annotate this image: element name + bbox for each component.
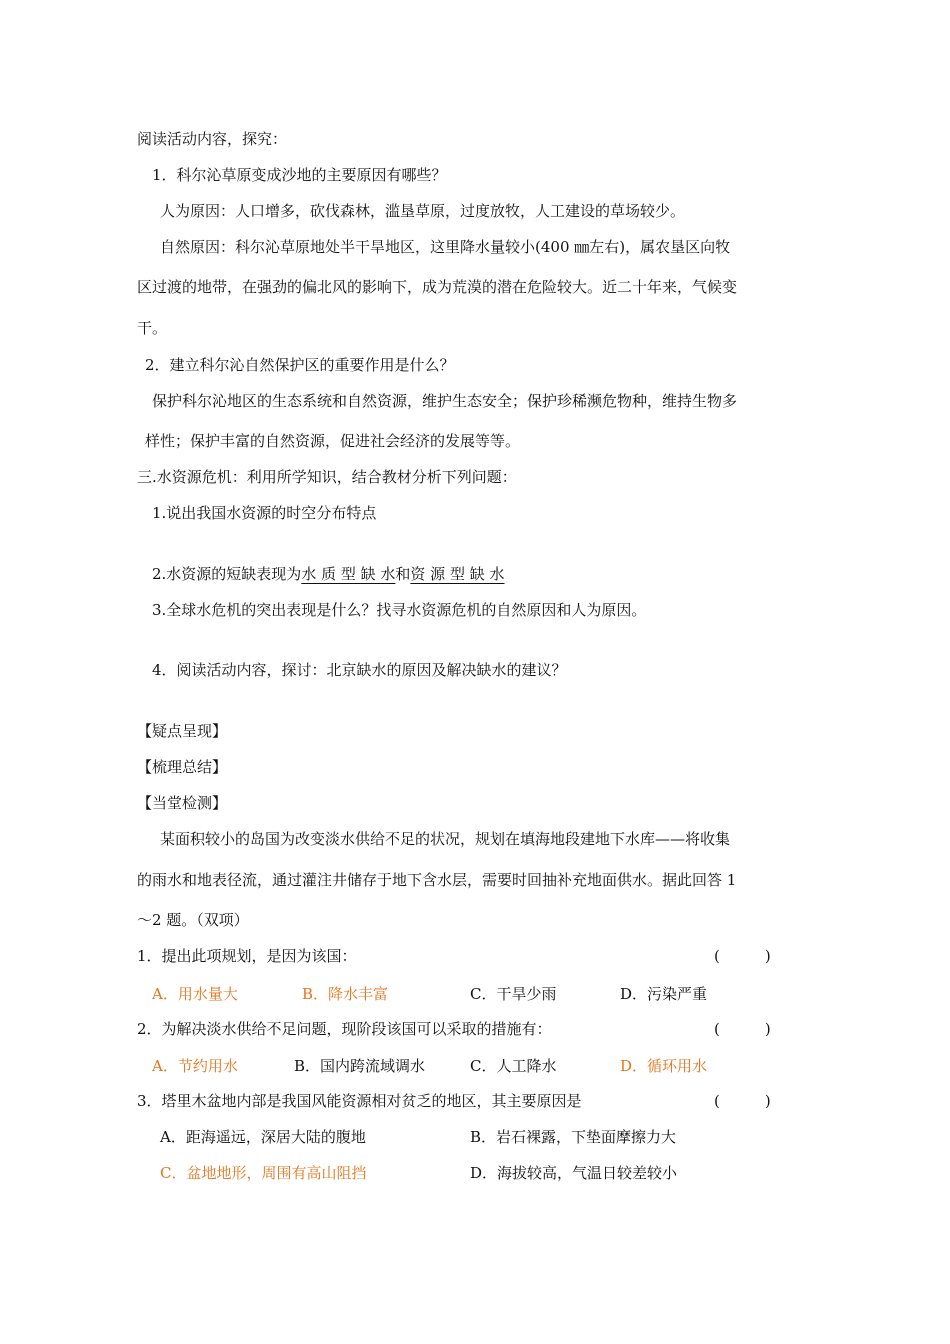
heading-test: 【当堂检测】	[137, 794, 228, 812]
q3-option-c: C．盆地地形，周围有高山阻挡	[160, 1164, 367, 1182]
question-2: 2．建立科尔沁自然保护区的重要作用是什么？	[145, 356, 455, 374]
q3-option-b: B．岩石裸露，下垫面摩擦力大	[470, 1128, 677, 1146]
section-3-item-2	[152, 564, 504, 584]
answer-bracket: ( )	[714, 1092, 771, 1110]
natural-causes-line-2: 区过渡的地带，在强劲的偏北风的影响下，成为荒漠的潜在危险较大。近二十年来，气候变	[137, 278, 738, 296]
q1-option-c: C．干旱少雨	[470, 985, 557, 1003]
test-stem-line-2: 的雨水和地表径流，通过灌注井储存于地下含水层，需要时回抽补充地面供水。据此回答 1	[137, 871, 737, 889]
q1-option-b: B．降水丰富	[302, 985, 389, 1003]
test-stem-line-3: ～2 题。（双项）	[137, 911, 249, 929]
test-question-1: 1．提出此项规划，是因为该国：	[137, 947, 357, 965]
human-causes: 人为原因：人口增多，砍伐森林，滥垦草原，过度放牧，人工建设的草场较少。	[160, 202, 686, 220]
natural-causes-line-1: 自然原因：科尔沁草原地处半干旱地区，这里降水量较小(400 ㎜左右)，属农垦区向牧	[160, 238, 731, 256]
item-2-prefix: 2.水资源的短缺表现为	[152, 565, 302, 583]
section-3-item-1: 1.说出我国水资源的时空分布特点	[152, 504, 377, 522]
test-stem-line-1: 某面积较小的岛国为改变淡水供给不足的状况，规划在填海地段建地下水库——将收集	[160, 830, 731, 848]
intro-line: 阅读活动内容，探究：	[137, 130, 288, 148]
q1-option-d: D．污染严重	[620, 985, 708, 1003]
reserve-answer-line-2: 样性；保护丰富的自然资源，促进社会经济的发展等等。	[145, 432, 521, 450]
answer-bracket: ( )	[714, 947, 771, 965]
q3-option-d: D．海拔较高，气温日较差较小	[470, 1164, 678, 1182]
q2-option-c: C．人工降水	[470, 1057, 557, 1075]
q2-option-b: B．国内跨流域调水	[294, 1057, 426, 1075]
test-question-2: 2．为解决淡水供给不足问题，现阶段该国可以采取的措施有：	[137, 1020, 552, 1038]
question-1: 1．科尔沁草原变成沙地的主要原因有哪些？	[152, 166, 447, 184]
section-3-heading: 三.水资源危机：利用所学知识，结合教材分析下列问题：	[137, 468, 517, 486]
test-question-3: 3．塔里木盆地内部是我国风能资源相对贫乏的地区，其主要原因是	[137, 1092, 582, 1110]
reserve-answer-line-1: 保护科尔沁地区的生态系统和自然资源，维护生态安全；保护珍稀濒危物种，维持生物多	[152, 392, 738, 410]
blank-answer-2: 资 源 型 缺 水	[410, 565, 505, 583]
heading-doubts: 【疑点呈现】	[137, 722, 228, 740]
answer-bracket: ( )	[714, 1020, 771, 1038]
q3-option-a: A．距海遥远，深居大陆的腹地	[160, 1128, 366, 1146]
q1-option-a: A．用水量大	[152, 985, 238, 1003]
q2-option-d: D．循环用水	[620, 1057, 708, 1075]
natural-causes-line-3: 干。	[137, 319, 168, 337]
item-2-connector: 和	[395, 565, 411, 583]
section-3-item-4: 4．阅读活动内容，探讨：北京缺水的原因及解决缺水的建议？	[152, 661, 567, 679]
section-3-item-3: 3.全球水危机的突出表现是什么？找寻水资源危机的自然原因和人为原因。	[152, 601, 647, 619]
heading-summary: 【梳理总结】	[137, 758, 228, 776]
blank-answer-1: 水 质 型 缺 水	[301, 565, 396, 583]
q2-option-a: A．节约用水	[152, 1057, 238, 1075]
